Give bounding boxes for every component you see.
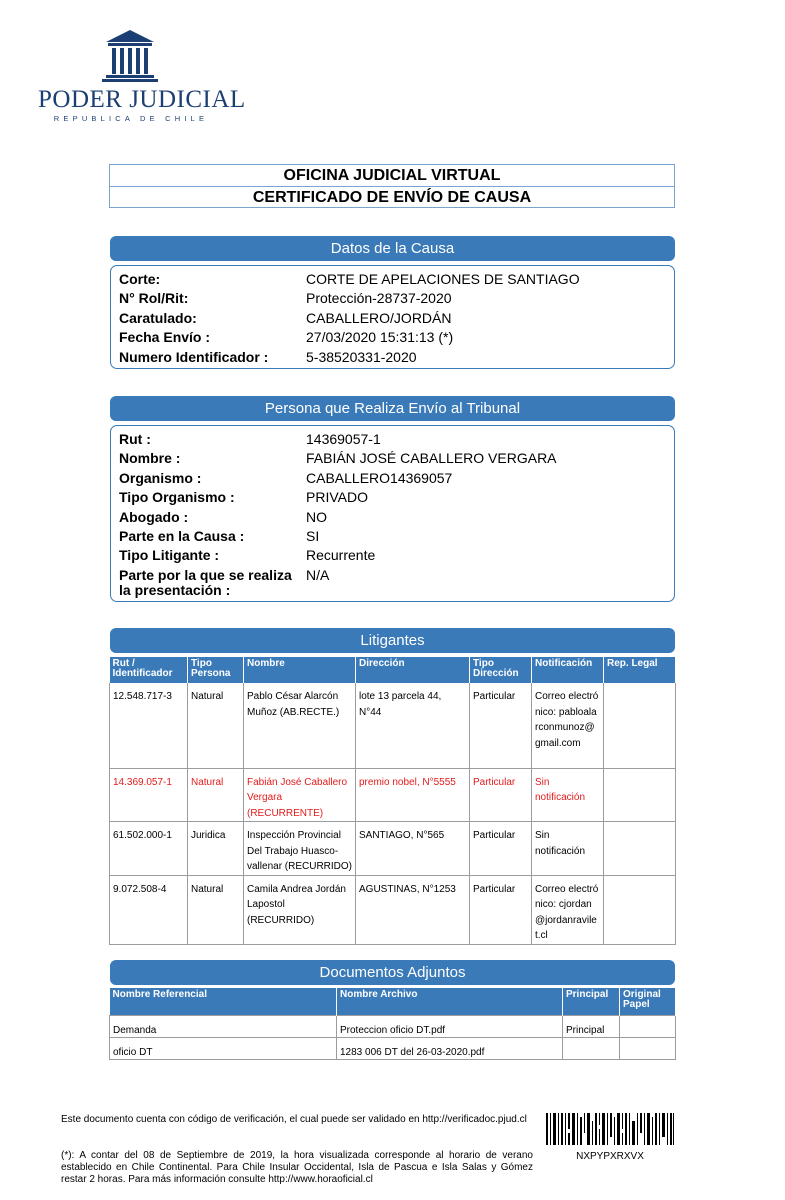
info-value: NO (306, 508, 327, 525)
cell-tipo: Natural (188, 683, 244, 768)
info-value: CABALLERO/JORDÁN (306, 309, 452, 326)
info-value: PRIVADO (306, 489, 368, 506)
cell-tipo-direccion: Particular (470, 683, 532, 768)
info-row (111, 289, 674, 308)
info-row (111, 527, 674, 546)
section-documentos-heading: Documentos Adjuntos (110, 960, 675, 985)
column-header: Rep. Legal (604, 657, 676, 683)
info-label: Tipo Litigante : (119, 547, 220, 564)
cell-rut: 9.072.508-4 (110, 875, 188, 944)
info-value: 27/03/2020 15:31:13 (*) (306, 329, 454, 346)
info-row (111, 568, 674, 598)
info-label: Organismo : (119, 469, 202, 486)
cell-original-papel (620, 1038, 676, 1060)
info-value: CORTE DE APELACIONES DE SANTIAGO (306, 271, 580, 287)
info-row (111, 309, 674, 328)
document-title-box (109, 164, 675, 208)
info-value: CABALLERO14369057 (306, 469, 453, 486)
table-row (110, 683, 676, 768)
info-label: Parte en la Causa : (119, 528, 245, 545)
cell-tipo: Juridica (188, 822, 244, 876)
column-header: Tipo Persona (188, 657, 244, 683)
info-row (111, 508, 674, 527)
info-row (111, 488, 674, 507)
info-label: Parte por la que se realiza la presentación : (119, 566, 292, 598)
cell-direccion: SANTIAGO, N°565 (356, 822, 470, 876)
column-header: Rut / Identificador (110, 657, 188, 683)
cell-rut: 61.502.000-1 (110, 822, 188, 876)
cell-tipo-direccion: Particular (470, 822, 532, 876)
section-persona-heading: Persona que Realiza Envío al Tribunal (110, 396, 675, 421)
barcode-icon (546, 1113, 674, 1145)
info-row (111, 469, 674, 488)
column-header: Tipo Dirección (470, 657, 532, 683)
cell-notificacion: Sin notificación (532, 822, 604, 876)
logo-subtitle: REPUBLICA DE CHILE (53, 114, 209, 123)
cell-nombre-referencial: Demanda (110, 1016, 337, 1038)
section-datos-causa-heading: Datos de la Causa (110, 236, 675, 261)
column-header: Notificación (532, 657, 604, 683)
cell-nombre-archivo[interactable]: 1283 006 DT del 26-03-2020.pdf (337, 1038, 563, 1060)
cell-principal: Principal (563, 1016, 620, 1038)
cell-rep-legal (604, 875, 676, 944)
info-label: Caratulado: (119, 309, 197, 326)
cell-nombre-referencial: oficio DT (110, 1038, 337, 1060)
documentos-table (109, 988, 676, 1060)
info-label: Fecha Envío : (119, 329, 211, 346)
title-office: OFICINA JUDICIAL VIRTUAL (110, 165, 674, 187)
cell-direccion: premio nobel, N°5555 (356, 768, 470, 822)
column-header: Nombre Referencial (110, 988, 337, 1016)
verification-code: NXPYPXRXVX (576, 1151, 644, 1162)
title-certificate: CERTIFICADO DE ENVÍO DE CAUSA (252, 189, 532, 206)
cell-tipo: Natural (188, 875, 244, 944)
info-label: Numero Identificador : (119, 348, 269, 365)
cell-direccion: lote 13 parcela 44, N°44 (356, 683, 470, 768)
cell-direccion: AGUSTINAS, N°1253 (356, 875, 470, 944)
timezone-note: (*): A contar del 08 de Septiembre de 2019, la hora visualizada corresponde al horario de verano establecido en Chile Continental. Para Chile Insular Occidental, Isla de Pascua e Isla Salas y Gómez restar 2 horas. Para más información consulte http://www.horaoficial.cl (61, 1150, 533, 1185)
verification-note: Este documento cuenta con código de verificación, el cual puede ser validado en http://verificadoc.pjud.cl (61, 1114, 527, 1125)
section-litigantes-heading: Litigantes (110, 628, 675, 653)
cell-notificacion: Sin notificación (532, 768, 604, 822)
info-value: Protección-28737-2020 (306, 290, 452, 307)
persona-box (110, 425, 675, 602)
courthouse-icon (98, 28, 162, 84)
info-row (111, 546, 674, 565)
info-value: SI (306, 528, 320, 545)
info-row (111, 348, 674, 367)
cell-notificacion: Correo electrónico: pabloalarconmunoz@gmail.com (532, 683, 604, 768)
table-row (110, 875, 676, 944)
info-row (111, 430, 674, 449)
info-value: 5-38520331-2020 (306, 348, 417, 365)
cell-nombre: Pablo César Alarcón Muñoz (AB.RECTE.) (244, 683, 356, 768)
info-label: Tipo Organismo : (119, 489, 235, 506)
datos-causa-box (110, 265, 675, 369)
info-label: Abogado : (119, 508, 189, 525)
table-header-row (110, 657, 676, 683)
table-row (110, 768, 676, 822)
cell-original-papel (620, 1016, 676, 1038)
column-header: Principal (563, 988, 620, 1016)
info-row (111, 328, 674, 347)
litigantes-table (109, 657, 676, 945)
info-value: FABIÁN JOSÉ CABALLERO VERGARA (306, 450, 557, 467)
info-label: Corte: (119, 271, 161, 287)
table-row (110, 822, 676, 876)
cell-rep-legal (604, 768, 676, 822)
cell-tipo: Natural (188, 768, 244, 822)
column-header: Nombre (244, 657, 356, 683)
cell-nombre: Fabián José Caballero Vergara (RECURRENTE) (244, 768, 356, 822)
cell-tipo-direccion: Particular (470, 768, 532, 822)
info-value: N/A (306, 566, 330, 583)
cell-tipo-direccion: Particular (470, 875, 532, 944)
table-row (110, 1016, 676, 1038)
info-label: Nombre : (119, 450, 181, 467)
info-label: Rut : (119, 431, 151, 447)
cell-rep-legal (604, 822, 676, 876)
cell-nombre: Camila Andrea Jordán Lapostol (RECURRIDO) (244, 875, 356, 944)
cell-nombre-archivo[interactable]: Proteccion oficio DT.pdf (337, 1016, 563, 1038)
column-header: Original Papel (620, 988, 676, 1016)
cell-rut: 14.369.057-1 (110, 768, 188, 822)
table-row (110, 1038, 676, 1060)
column-header: Dirección (356, 657, 470, 683)
info-value: 14369057-1 (306, 431, 381, 447)
logo-name: PODER JUDICIAL (38, 86, 246, 113)
info-label: N° Rol/Rit: (119, 290, 189, 307)
cell-nombre: Inspección Provincial Del Trabajo Huasco-vallenar (RECURRIDO) (244, 822, 356, 876)
info-value: Recurrente (306, 547, 376, 564)
table-header-row (110, 988, 676, 1016)
info-row (111, 270, 674, 289)
poder-judicial-logo (36, 28, 246, 128)
cell-rep-legal (604, 683, 676, 768)
info-row (111, 449, 674, 468)
cell-principal (563, 1038, 620, 1060)
cell-notificacion: Correo electrónico: cjordan@jordanravilet.cl (532, 875, 604, 944)
cell-rut: 12.548.717-3 (110, 683, 188, 768)
column-header: Nombre Archivo (337, 988, 563, 1016)
